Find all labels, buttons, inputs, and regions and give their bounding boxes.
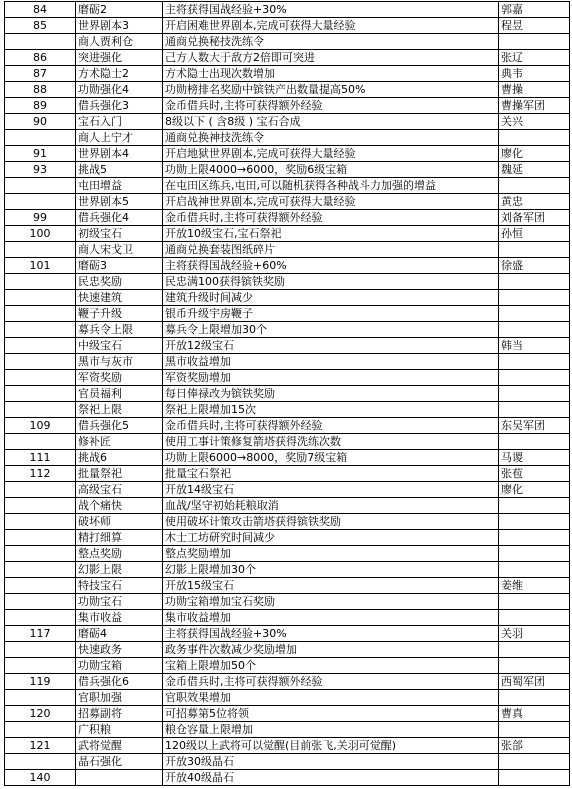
table-row	[5, 738, 570, 754]
table-row	[5, 162, 570, 178]
level-cell: 140	[5, 770, 76, 786]
description-cell: 开放14级宝石	[163, 482, 499, 498]
description-cell: 建筑升级时间减少	[163, 290, 499, 306]
level-cell	[5, 402, 76, 418]
feature-name-cell: 快速政务	[76, 642, 163, 658]
level-cell	[5, 338, 76, 354]
description-cell: 批量宝石祭祀	[163, 466, 499, 482]
description-cell: 使用工事计策修复箭塔获得洗练次数	[163, 434, 499, 450]
level-cell: 101	[5, 258, 76, 274]
general-cell: 廖化	[499, 146, 570, 162]
level-cell: 93	[5, 162, 76, 178]
feature-name-cell: 幻影上限	[76, 562, 163, 578]
table-row	[5, 242, 570, 258]
general-cell: 西蜀军团	[499, 674, 570, 690]
description-cell: 在屯田区练兵,屯田,可以随机获得各种战斗力加强的增益	[163, 178, 499, 194]
feature-name-cell: 中级宝石	[76, 338, 163, 354]
feature-name-cell: 世界剧本3	[76, 18, 163, 34]
level-cell: 84	[5, 2, 76, 18]
description-cell: 金币借兵时,主将可获得额外经验	[163, 210, 499, 226]
feature-name-cell: 初级宝石	[76, 226, 163, 242]
description-cell: 黑市收益增加	[163, 354, 499, 370]
feature-name-cell: 借兵强化6	[76, 674, 163, 690]
level-cell	[5, 370, 76, 386]
table-row	[5, 258, 570, 274]
table-row	[5, 386, 570, 402]
table-row	[5, 146, 570, 162]
feature-name-cell: 广积粮	[76, 722, 163, 738]
table-row	[5, 210, 570, 226]
description-cell: 祭祀上限增加15次	[163, 402, 499, 418]
general-cell	[499, 34, 570, 50]
table-row	[5, 754, 570, 770]
level-cell: 121	[5, 738, 76, 754]
general-cell: 韩当	[499, 338, 570, 354]
level-cell	[5, 754, 76, 770]
description-cell: 金币借兵时,主将可获得额外经验	[163, 418, 499, 434]
table-row	[5, 594, 570, 610]
general-cell: 东吴军团	[499, 418, 570, 434]
table-row	[5, 18, 570, 34]
feature-name-cell: 黑市与灰市	[76, 354, 163, 370]
table-row	[5, 562, 570, 578]
general-cell	[499, 434, 570, 450]
general-cell	[499, 498, 570, 514]
description-cell: 木士工坊研究时间减少	[163, 530, 499, 546]
description-cell: 方术隐士出现次数增加	[163, 66, 499, 82]
general-cell: 魏延	[499, 162, 570, 178]
level-cell	[5, 34, 76, 50]
description-cell: 官职效果增加	[163, 690, 499, 706]
general-cell: 郭嘉	[499, 2, 570, 18]
table-row	[5, 226, 570, 242]
feature-name-cell: 世界剧本4	[76, 146, 163, 162]
level-cell	[5, 546, 76, 562]
general-cell	[499, 658, 570, 674]
feature-name-cell: 屯田增益	[76, 178, 163, 194]
general-cell: 徐盛	[499, 258, 570, 274]
general-cell: 马谡	[499, 450, 570, 466]
table-body	[5, 2, 570, 786]
level-cell	[5, 290, 76, 306]
feature-name-cell: 军资奖励	[76, 370, 163, 386]
general-cell	[499, 642, 570, 658]
description-cell: 开放15级宝石	[163, 578, 499, 594]
general-cell: 张苞	[499, 466, 570, 482]
level-cell	[5, 354, 76, 370]
table-row	[5, 130, 570, 146]
description-cell: 开启战神世界剧本,完成可获得大量经验	[163, 194, 499, 210]
level-cell: 117	[5, 626, 76, 642]
level-cell	[5, 562, 76, 578]
general-cell	[499, 722, 570, 738]
table-row	[5, 514, 570, 530]
level-cell: 119	[5, 674, 76, 690]
description-cell: 开放12级宝石	[163, 338, 499, 354]
general-cell: 关羽	[499, 626, 570, 642]
level-cell	[5, 306, 76, 322]
table-row	[5, 578, 570, 594]
table-row	[5, 546, 570, 562]
description-cell: 开放40级晶石	[163, 770, 499, 786]
level-cell	[5, 690, 76, 706]
description-cell: 通商兑换神技洗练令	[163, 130, 499, 146]
level-cell	[5, 242, 76, 258]
level-cell	[5, 642, 76, 658]
level-cell	[5, 434, 76, 450]
level-cell: 88	[5, 82, 76, 98]
feature-name-cell: 快速建筑	[76, 290, 163, 306]
feature-name-cell: 世界剧本5	[76, 194, 163, 210]
feature-name-cell: 募兵令上限	[76, 322, 163, 338]
level-cell: 85	[5, 18, 76, 34]
general-cell	[499, 530, 570, 546]
table-row	[5, 450, 570, 466]
feature-name-cell: 集市收益	[76, 610, 163, 626]
level-cell	[5, 722, 76, 738]
table-row	[5, 2, 570, 18]
general-cell	[499, 754, 570, 770]
description-cell: 金币借兵时,主将可获得额外经验	[163, 98, 499, 114]
general-cell	[499, 610, 570, 626]
table-row	[5, 274, 570, 290]
table-row	[5, 194, 570, 210]
table-row	[5, 530, 570, 546]
feature-name-cell: 修补匠	[76, 434, 163, 450]
feature-name-cell: 晶石强化	[76, 754, 163, 770]
level-cell	[5, 130, 76, 146]
general-cell	[499, 386, 570, 402]
feature-name-cell: 商人贾利仓	[76, 34, 163, 50]
table-row	[5, 114, 570, 130]
table-row	[5, 418, 570, 434]
feature-name-cell: 挑战6	[76, 450, 163, 466]
feature-name-cell: 功勋宝箱	[76, 658, 163, 674]
description-cell: 功勋宝箱增加宝石奖励	[163, 594, 499, 610]
description-cell: 整点奖励增加	[163, 546, 499, 562]
level-cell	[5, 594, 76, 610]
feature-name-cell: 批量祭祀	[76, 466, 163, 482]
description-cell: 集市收益增加	[163, 610, 499, 626]
general-cell: 曹真	[499, 706, 570, 722]
table-row	[5, 658, 570, 674]
description-cell: 民忠满100获得镔铁奖励	[163, 274, 499, 290]
level-cell	[5, 514, 76, 530]
description-cell: 功勋榜排名奖励中镔铁产出数量提高50%	[163, 82, 499, 98]
description-cell: 己方人数大于敌方2倍即可突进	[163, 50, 499, 66]
level-cell: 112	[5, 466, 76, 482]
general-cell: 刘备军团	[499, 210, 570, 226]
table-row	[5, 178, 570, 194]
level-cell	[5, 194, 76, 210]
description-cell: 开放30级晶石	[163, 754, 499, 770]
general-cell	[499, 242, 570, 258]
description-cell: 军资奖励增加	[163, 370, 499, 386]
description-cell: 血战/坚守初始耗粮取消	[163, 498, 499, 514]
general-cell: 关兴	[499, 114, 570, 130]
feature-name-cell: 民忠奖励	[76, 274, 163, 290]
feature-name-cell: 祭祀上限	[76, 402, 163, 418]
general-cell	[499, 306, 570, 322]
table-row	[5, 98, 570, 114]
general-cell: 孙恒	[499, 226, 570, 242]
table-row	[5, 34, 570, 50]
table-row	[5, 642, 570, 658]
table-row	[5, 50, 570, 66]
level-cell: 120	[5, 706, 76, 722]
feature-name-cell: 磨砺3	[76, 258, 163, 274]
level-cell	[5, 482, 76, 498]
general-cell: 曹操军团	[499, 98, 570, 114]
description-cell: 功勋上限4000→6000，奖励6级宝箱	[163, 162, 499, 178]
description-cell: 使用破坏计策攻击箭塔获得镔铁奖励	[163, 514, 499, 530]
description-cell: 粮仓容量上限增加	[163, 722, 499, 738]
general-cell: 黄忠	[499, 194, 570, 210]
level-cell: 100	[5, 226, 76, 242]
level-cell	[5, 178, 76, 194]
feature-name-cell: 战个痛快	[76, 498, 163, 514]
feature-name-cell: 宝石入门	[76, 114, 163, 130]
feature-name-cell: 鞭子升级	[76, 306, 163, 322]
general-cell	[499, 594, 570, 610]
level-cell: 109	[5, 418, 76, 434]
general-cell: 张郃	[499, 738, 570, 754]
feature-name-cell: 武将觉醒	[76, 738, 163, 754]
description-cell: 120级以上武将可以觉醒(目前张飞,关羽可觉醒)	[163, 738, 499, 754]
description-cell: 宝箱上限增加50个	[163, 658, 499, 674]
feature-name-cell: 借兵强化4	[76, 210, 163, 226]
general-cell	[499, 370, 570, 386]
description-cell: 政务事件次数减少奖励增加	[163, 642, 499, 658]
level-cell: 87	[5, 66, 76, 82]
table-row	[5, 482, 570, 498]
description-cell: 每日俸禄改为镔铁奖励	[163, 386, 499, 402]
general-cell	[499, 402, 570, 418]
table-row	[5, 674, 570, 690]
feature-name-cell: 挑战5	[76, 162, 163, 178]
general-cell	[499, 178, 570, 194]
feature-name-cell: 商人宋戈卫	[76, 242, 163, 258]
level-cell	[5, 578, 76, 594]
table-row	[5, 610, 570, 626]
table-row	[5, 434, 570, 450]
feature-name-cell: 功勋强化4	[76, 82, 163, 98]
level-cell	[5, 658, 76, 674]
general-cell: 姜维	[499, 578, 570, 594]
general-cell: 廖化	[499, 482, 570, 498]
feature-name-cell	[76, 770, 163, 786]
table-row	[5, 322, 570, 338]
description-cell: 可招募第5位将领	[163, 706, 499, 722]
description-cell: 银币升级宇房鞭子	[163, 306, 499, 322]
feature-name-cell: 招募副将	[76, 706, 163, 722]
feature-name-cell: 精打细算	[76, 530, 163, 546]
table-row	[5, 706, 570, 722]
general-cell: 典韦	[499, 66, 570, 82]
feature-name-cell: 功勋宝石	[76, 594, 163, 610]
general-cell	[499, 130, 570, 146]
feature-name-cell: 官员福利	[76, 386, 163, 402]
table-row	[5, 690, 570, 706]
feature-name-cell: 借兵强化5	[76, 418, 163, 434]
description-cell: 主将获得国战经验+30%	[163, 2, 499, 18]
feature-name-cell: 磨砺4	[76, 626, 163, 642]
general-cell	[499, 690, 570, 706]
table-row	[5, 306, 570, 322]
general-cell: 程昱	[499, 18, 570, 34]
table-row	[5, 770, 570, 786]
general-cell	[499, 322, 570, 338]
level-cell	[5, 610, 76, 626]
level-cell	[5, 498, 76, 514]
description-cell: 8级以下 ( 含8级 ) 宝石合成	[163, 114, 499, 130]
progression-table	[4, 1, 570, 786]
table-row	[5, 354, 570, 370]
description-cell: 金币借兵时,主将可获得额外经验	[163, 674, 499, 690]
feature-name-cell: 方术隐士2	[76, 66, 163, 82]
general-cell	[499, 562, 570, 578]
description-cell: 开放10级宝石,宝石祭祀	[163, 226, 499, 242]
general-cell	[499, 290, 570, 306]
general-cell	[499, 354, 570, 370]
feature-name-cell: 商人上宁才	[76, 130, 163, 146]
description-cell: 开启地狱世界剧本,完成可获得大量经验	[163, 146, 499, 162]
table-row	[5, 66, 570, 82]
table-row	[5, 466, 570, 482]
description-cell: 幻影上限增加30个	[163, 562, 499, 578]
feature-name-cell: 特技宝石	[76, 578, 163, 594]
table-row	[5, 370, 570, 386]
level-cell: 91	[5, 146, 76, 162]
general-cell: 曹操	[499, 82, 570, 98]
level-cell	[5, 386, 76, 402]
general-cell	[499, 514, 570, 530]
general-cell	[499, 770, 570, 786]
level-cell: 89	[5, 98, 76, 114]
feature-name-cell: 官职加强	[76, 690, 163, 706]
table-row	[5, 82, 570, 98]
table-row	[5, 498, 570, 514]
table-row	[5, 722, 570, 738]
level-cell: 111	[5, 450, 76, 466]
table-row	[5, 290, 570, 306]
level-cell	[5, 530, 76, 546]
table-row	[5, 338, 570, 354]
description-cell: 通商兑换秘技洗练令	[163, 34, 499, 50]
description-cell: 功勋上限6000→8000，奖励7级宝箱	[163, 450, 499, 466]
description-cell: 主将获得国战经验+60%	[163, 258, 499, 274]
level-cell: 99	[5, 210, 76, 226]
level-cell: 90	[5, 114, 76, 130]
general-cell: 张辽	[499, 50, 570, 66]
description-cell: 开启困难世界剧本,完成可获得大量经验	[163, 18, 499, 34]
feature-name-cell: 整点奖励	[76, 546, 163, 562]
level-cell: 86	[5, 50, 76, 66]
feature-name-cell: 借兵强化3	[76, 98, 163, 114]
description-cell: 通商兑换套装图纸碎片	[163, 242, 499, 258]
table-row	[5, 402, 570, 418]
feature-name-cell: 高级宝石	[76, 482, 163, 498]
level-cell	[5, 274, 76, 290]
feature-name-cell: 突进强化	[76, 50, 163, 66]
level-cell	[5, 322, 76, 338]
table-row	[5, 626, 570, 642]
general-cell	[499, 274, 570, 290]
general-cell	[499, 546, 570, 562]
feature-name-cell: 破坏师	[76, 514, 163, 530]
description-cell: 募兵令上限增加30个	[163, 322, 499, 338]
description-cell: 主将获得国战经验+30%	[163, 626, 499, 642]
feature-name-cell: 磨砺2	[76, 2, 163, 18]
